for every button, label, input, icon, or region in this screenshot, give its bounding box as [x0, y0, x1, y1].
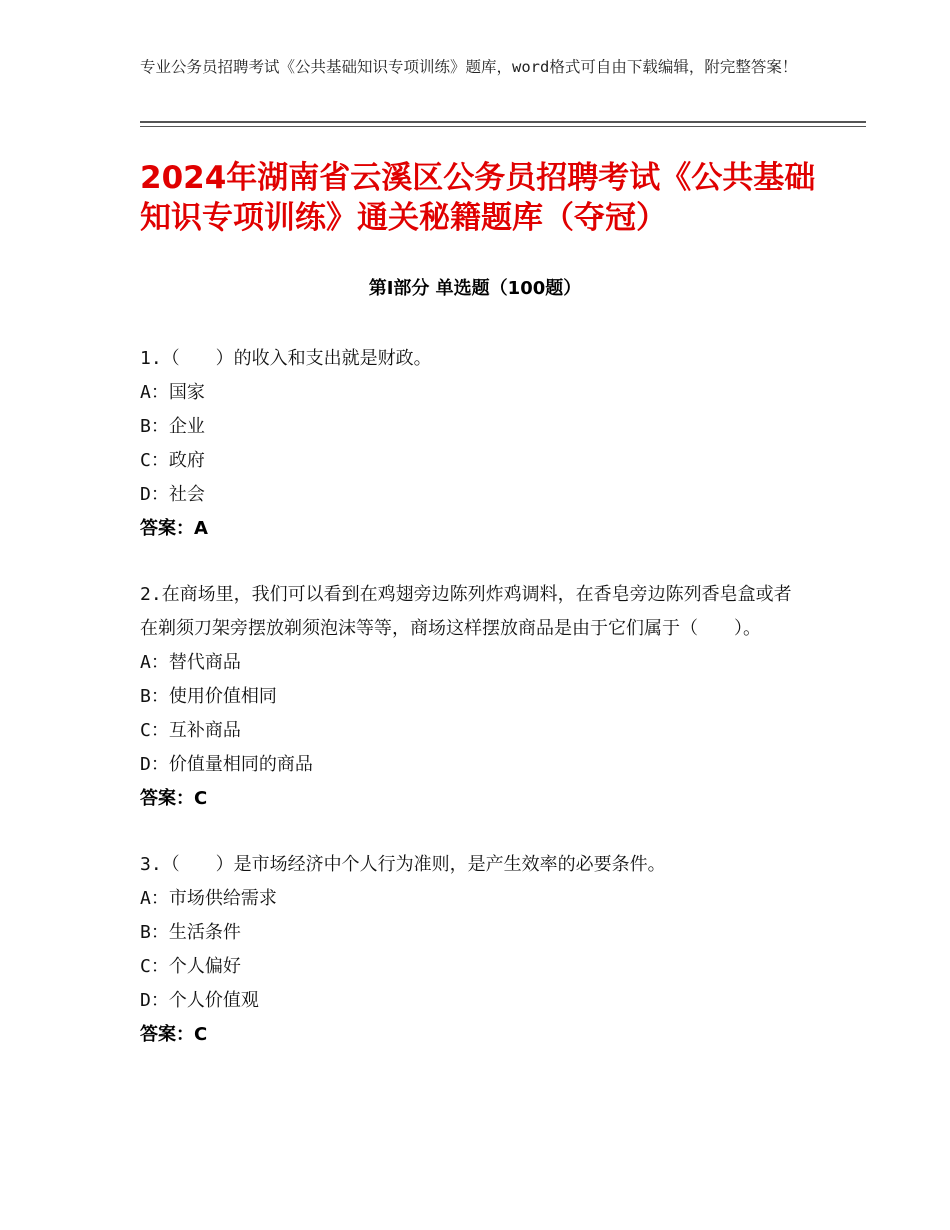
answer: 答案：A [140, 518, 208, 539]
answer: 答案：C [140, 788, 208, 809]
header-divider-thin [140, 126, 866, 127]
option-c: C：互补商品 [140, 720, 241, 741]
option-c: C：政府 [140, 450, 205, 471]
answer: 答案：C [140, 1024, 208, 1045]
question-1 [140, 342, 805, 546]
question-3 [140, 848, 805, 1052]
option-b: B：使用价值相同 [140, 686, 277, 707]
option-a: A：替代商品 [140, 652, 241, 673]
question-2 [140, 578, 805, 816]
section-title: 第Ⅰ部分 单选题（100题） [368, 278, 582, 299]
option-c: C：个人偏好 [140, 956, 241, 977]
option-d: D：个人价值观 [140, 990, 259, 1011]
header-note: 专业公务员招聘考试《公共基础知识专项训练》题库，word格式可自由下载编辑，附完整答案！ [140, 58, 798, 76]
option-d: D：价值量相同的商品 [140, 754, 313, 775]
question-stem: 1.（ ）的收入和支出就是财政。 [140, 348, 432, 369]
question-stem: 2.在商场里，我们可以看到在鸡翅旁边陈列炸鸡调料，在香皂旁边陈列香皂盒或者在剃须刀架旁摆放剃须泡沫等等，商场这样摆放商品是由于它们属于（ ）。 [140, 584, 792, 639]
option-b: B：企业 [140, 416, 205, 437]
document-title: 2024年湖南省云溪区公务员招聘考试《公共基础知识专项训练》通关秘籍题库（夺冠） [140, 160, 816, 236]
option-a: A：市场供给需求 [140, 888, 277, 909]
question-stem: 3.（ ）是市场经济中个人行为准则，是产生效率的必要条件。 [140, 854, 666, 875]
question-list [140, 342, 805, 1084]
option-b: B：生活条件 [140, 922, 241, 943]
option-a: A：国家 [140, 382, 205, 403]
header-divider-thick [140, 121, 866, 123]
option-d: D：社会 [140, 484, 205, 505]
